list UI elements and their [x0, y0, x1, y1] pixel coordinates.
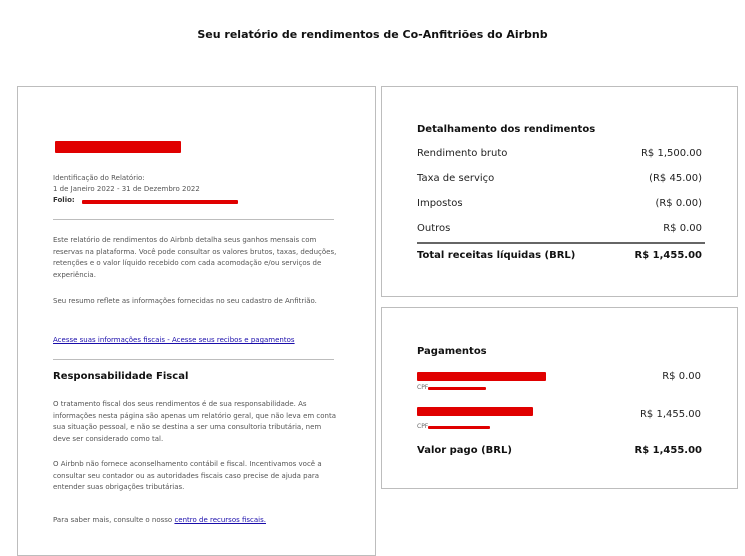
report-period: 1 de Janeiro 2022 - 31 de Dezembro 2022	[53, 185, 200, 193]
row-label: Impostos	[417, 198, 463, 209]
total-value: R$ 1,455.00	[634, 445, 702, 456]
intro-text: Este relatório de rendimentos do Airbnb detalha seus ganhos mensais com reservas na plataforma. Você pode consultar os valores brutos, taxas, deduções, retenções e o valor líquido recebido com cada acomodação e/ou serviços de experiência.	[53, 236, 337, 279]
payments-total-row	[417, 445, 702, 456]
breakdown-row	[417, 148, 702, 159]
row-label: Rendimento bruto	[417, 148, 508, 159]
row-value: (R$ 0.00)	[655, 198, 702, 209]
report-id-label: Identificação do Relatório:	[53, 174, 145, 182]
receipts-link[interactable]: Acesse seus recibos e pagamentos	[171, 336, 295, 344]
fiscal-paragraph-3	[53, 515, 338, 527]
summary-note: Seu resumo reflete as informações fornecidas no seu cadastro de Anfitrião.	[53, 297, 317, 305]
row-label: Outros	[417, 223, 451, 234]
redacted-folio	[82, 200, 238, 204]
breakdown-row	[417, 198, 702, 209]
row-value: R$ 1,500.00	[640, 148, 702, 159]
redacted-cpf	[428, 426, 490, 429]
redacted-payee-name	[417, 407, 533, 416]
redacted-payee-name	[417, 372, 546, 381]
redacted-cpf	[428, 387, 486, 390]
income-breakdown-card	[381, 86, 738, 297]
redacted-name	[55, 141, 181, 153]
divider	[53, 359, 334, 360]
page-title: Seu relatório de rendimentos de Co-Anfitriões do Airbnb	[197, 28, 548, 41]
tax-resources-link[interactable]: centro de recursos fiscais.	[174, 516, 266, 524]
links-row	[53, 336, 295, 344]
row-value: R$ 0.00	[663, 223, 702, 234]
total-label: Valor pago (BRL)	[417, 445, 512, 456]
total-value: R$ 1,455.00	[634, 250, 702, 261]
folio-label: Folio:	[53, 196, 75, 204]
breakdown-heading: Detalhamento dos rendimentos	[417, 124, 596, 135]
divider	[53, 219, 334, 220]
total-divider	[417, 242, 705, 244]
row-value: (R$ 45.00)	[649, 173, 702, 184]
breakdown-row	[417, 173, 702, 184]
breakdown-row	[417, 223, 702, 234]
fiscal-paragraph-2: O Airbnb não fornece aconselhamento contábil e fiscal. Incentivamos você a consultar seu contador ou as autoridades fiscais caso precise de ajuda para entender suas obrigações tributárias.	[53, 460, 322, 491]
report-info-card	[17, 86, 376, 556]
total-label: Total receitas líquidas (BRL)	[417, 250, 576, 261]
fiscal-more-text: Para saber mais, consulte o nosso	[53, 516, 175, 524]
payment-amount: R$ 0.00	[662, 371, 701, 382]
cpf-label: CPF	[417, 384, 429, 391]
fiscal-paragraph-1: O tratamento fiscal dos seus rendimentos é de sua responsabilidade. As informações nesta página são apenas um relatório geral, que não leva em conta sua situação pessoal, e não se destina a ser uma consultoria tributária, nem deve ser considerado como tal.	[53, 400, 337, 443]
payment-amount: R$ 1,455.00	[639, 409, 701, 420]
row-label: Taxa de serviço	[417, 173, 495, 184]
breakdown-total-row	[417, 250, 702, 261]
fiscal-heading: Responsabilidade Fiscal	[53, 371, 189, 382]
link-separator: -	[164, 336, 172, 344]
payments-heading: Pagamentos	[417, 346, 487, 357]
fiscal-info-link[interactable]: Acesse suas informações fiscais	[53, 336, 165, 344]
payments-card	[381, 307, 738, 489]
cpf-label: CPF	[417, 423, 429, 430]
